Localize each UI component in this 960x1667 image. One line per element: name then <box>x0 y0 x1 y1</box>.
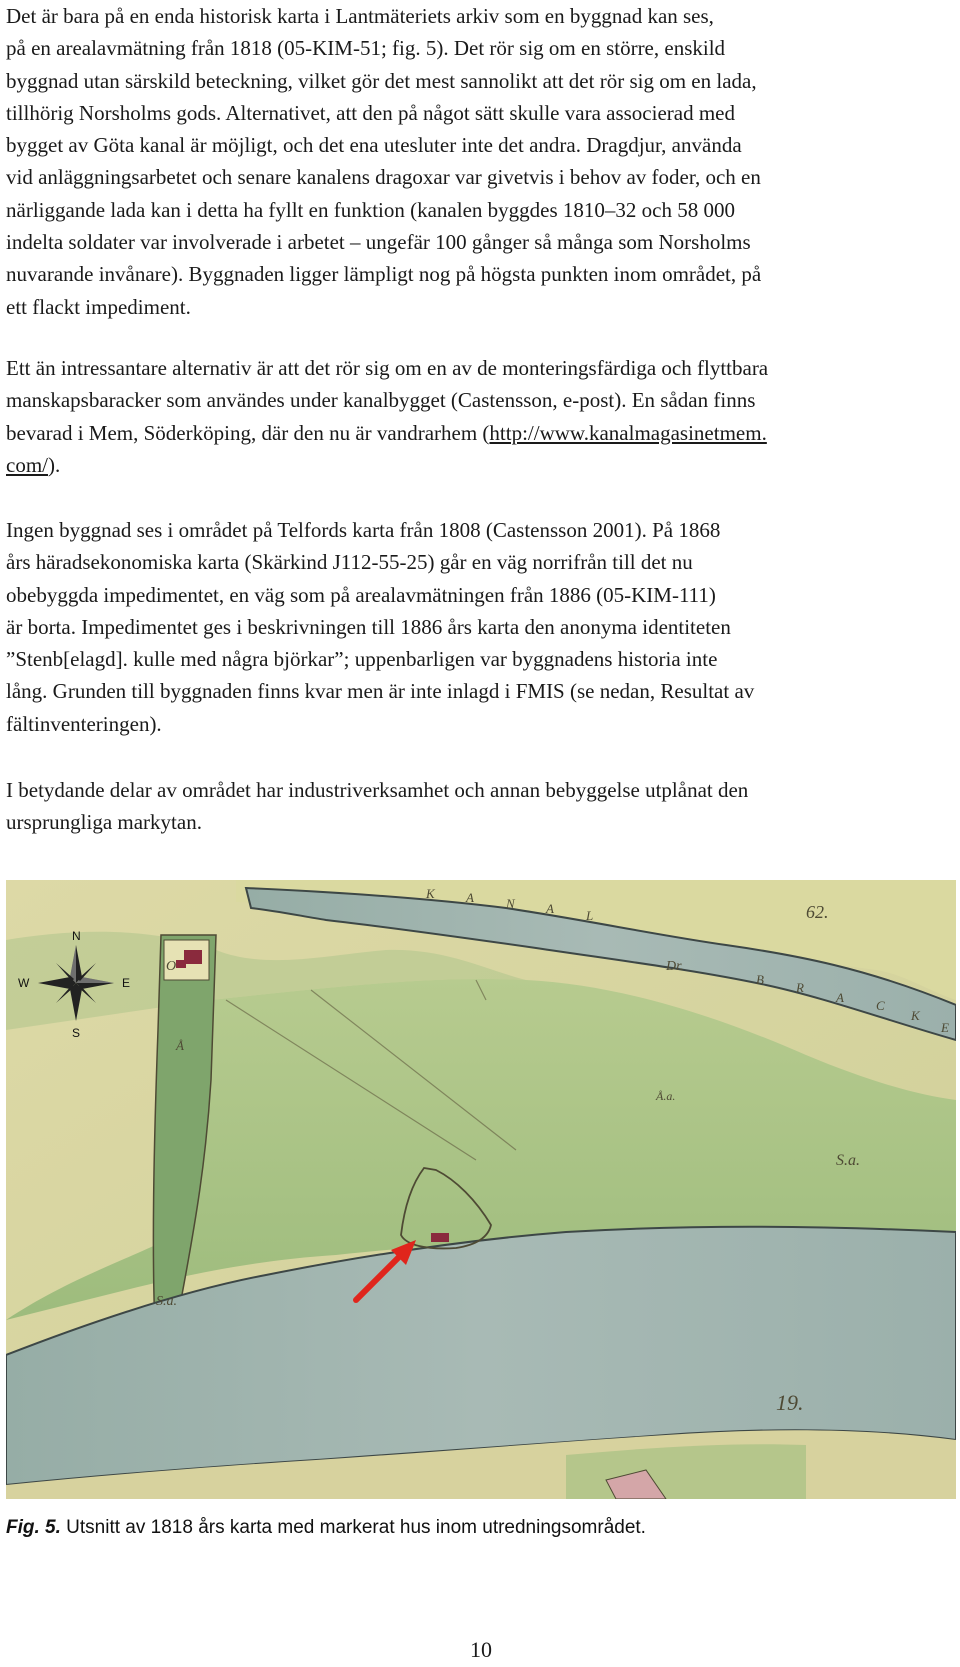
kanalmagasinet-link[interactable]: http://www.kanalmagasinetmem. com/ <box>6 420 767 477</box>
map-label-aa: Å.a. <box>656 1089 676 1103</box>
paragraph-industrial-area: I betydande delar av området har industriverksamhet och annan bebyggelse utplånat den ursprungliga markytan. <box>6 778 749 835</box>
map-label-bracke-3: A <box>836 990 844 1005</box>
caption-figure-number: Fig. 5. <box>6 1517 61 1538</box>
caption-text: Utsnitt av 1818 års karta med markerat hus inom utredningsområdet. <box>60 1517 646 1538</box>
compass-south: S <box>72 1026 81 1040</box>
figure-caption <box>6 1517 646 1539</box>
map-label-a-left: Å <box>176 1038 184 1053</box>
map-label-kanal-1: K <box>426 886 435 901</box>
map-label-bracke-6: E <box>941 1020 949 1035</box>
paragraph-historical-map: Det är bara på en enda historisk karta i Lantmäteriets arkiv som en byggnad kan ses, på en arealavmätning från 1818 (05-KIM-51; fig. 5). Det rör sig om en större, enskild byggnad utan särskild beteckning, vilket gör det mest sannolikt att det rör sig om en lada, tillhörig Norsholms gods. Alternativet, att den på något sätt skulle vara associerad med bygget av Göta kanal är möjligt, och det ena utesluter inte det andra. Dragdjur, använda vid anläggningsarbetet och senare kanalens dragoxar var givetvis i behov av foder, och en närliggande lada kan i detta ha fyllt en funktion (kanalen byggdes 1810–32 och 58 000 indelta soldater var involverade i arbetet – ungefär 100 gånger så många som Norsholms nuvarande invånare). Byggnaden ligger lämpligt nog på högsta punkten inom området, på ett flackt impediment. <box>6 4 762 319</box>
map-label-bracke-2: R <box>796 980 804 995</box>
paragraph-text: Ett än intressantare alternativ är att det rör sig om en av de monteringsfärdiga och flyttbara manskapsbaracker som användes under kanalbygget (Castensson, e-post). En sådan finns bevarad i Mem, Söderköping, där den nu är vandrarhem ( <box>6 356 769 445</box>
map-label-kanal-2: A <box>466 890 474 905</box>
map-label-dr: Dr. <box>666 959 684 974</box>
compass-east: E <box>122 976 131 990</box>
map-bottom-meadow <box>566 1444 806 1499</box>
map-label-62: 62. <box>806 902 829 922</box>
map-label-bracke-1: B <box>756 972 764 987</box>
historical-map-figure <box>6 880 956 1499</box>
map-label-19: 19. <box>776 1390 804 1415</box>
map-label-bracke-5: K <box>911 1008 920 1023</box>
map-farm-house <box>184 950 202 964</box>
map-label-kanal-3: N <box>506 896 515 911</box>
map-farm-house-2 <box>176 960 186 968</box>
map-label-bracke-4: C <box>876 998 885 1013</box>
map-label-sa-left: S.a. <box>156 1294 177 1309</box>
map-marked-building <box>431 1233 449 1242</box>
map-label-o: O <box>166 959 177 974</box>
map-label-kanal-4: A <box>546 901 554 916</box>
compass-north: N <box>72 929 81 943</box>
page-number: 10 <box>470 1637 492 1662</box>
map-label-sa-right: S.a. <box>836 1152 860 1169</box>
paragraph-barracks-alternative <box>6 352 768 481</box>
paragraph-text-end: ). <box>48 452 61 477</box>
compass-west: W <box>18 976 30 990</box>
map-label-kanal-5: L <box>586 908 594 923</box>
paragraph-telford-map: Ingen byggnad ses i området på Telfords karta från 1808 (Castensson 2001). På 1868 års häradsekonomiska karta (Skärkind J112-55-25) går en väg norrifrån till det nu obebyggda impedimentet, en väg som på arealavmätningen från 1886 (05-KIM-111) är borta. Impedimentet ges i beskrivningen till 1886 års karta den anonyma identiteten ”Stenb[elagd]. kulle med några björkar”; uppenbarligen var byggnadens historia inte lång. Grunden till byggnaden finns kvar men är inte inlagd i FMIS (se nedan, Resultat av fältinventeringen). <box>6 518 755 736</box>
